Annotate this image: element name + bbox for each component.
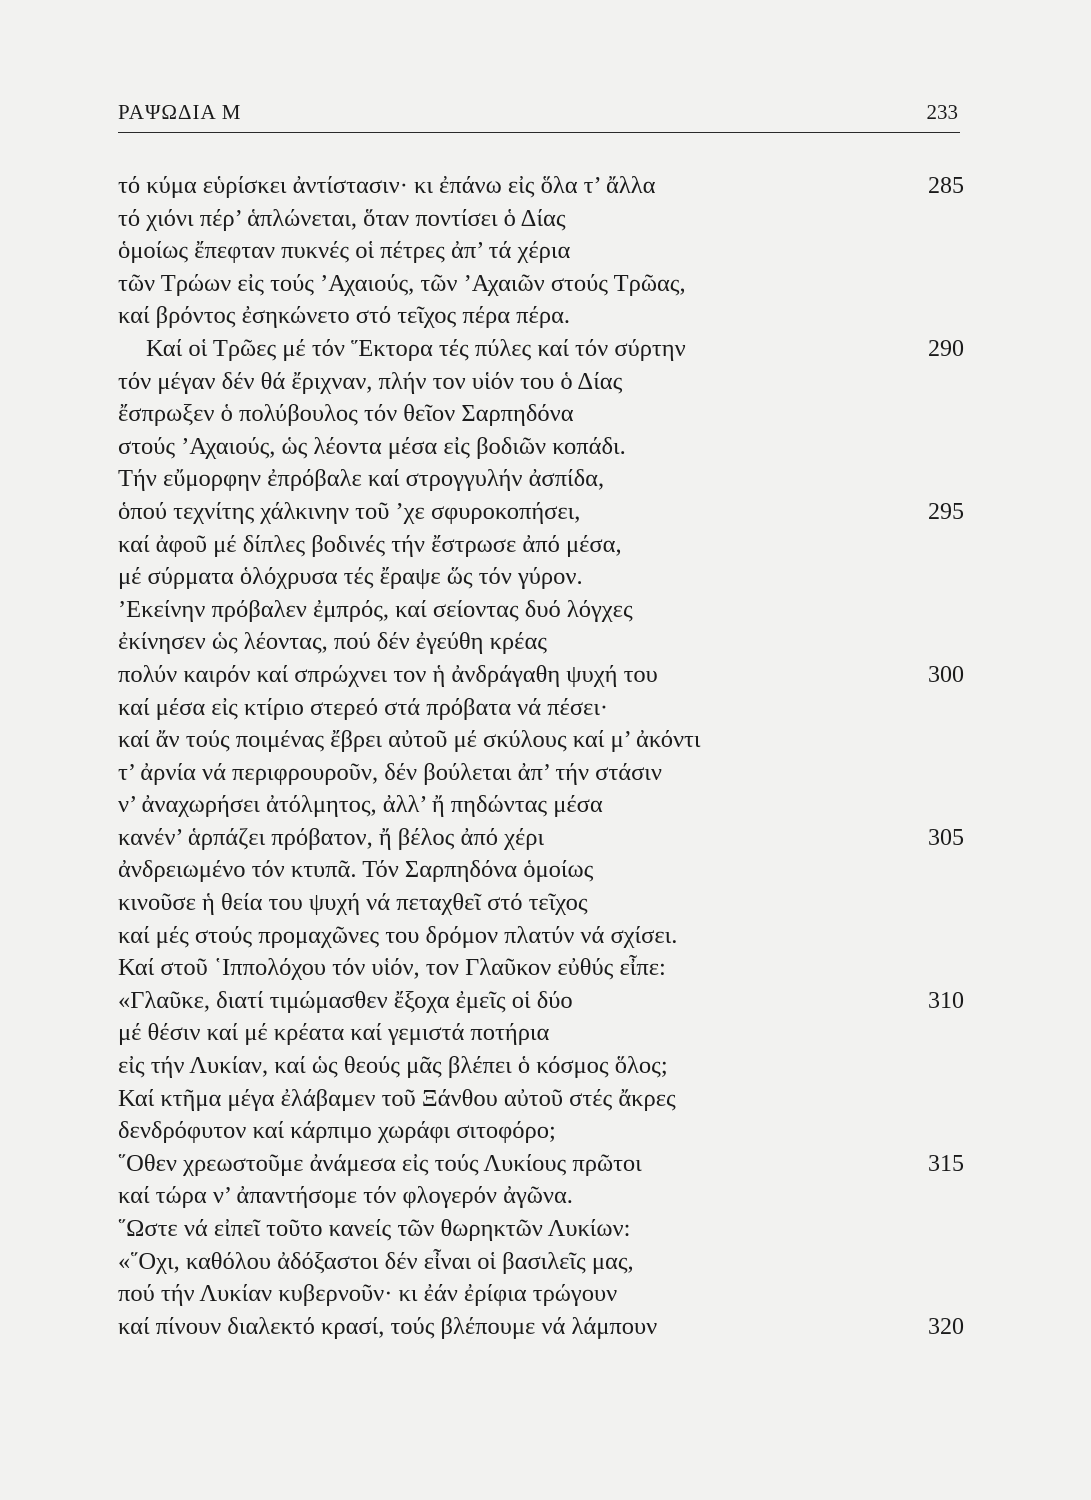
verse-text: κινοῦσε ἡ θεία του ψυχή νά πεταχθεῖ στό τεῖχος [118,889,588,917]
verse-line [118,1213,964,1246]
verse-line [118,1115,964,1148]
verse-text: τ’ ἀρνία νά περιφρουροῦν, δέν βούλεται ἀπ’ τήν στάσιν [118,758,662,786]
verse-text: στούς ’Αχαιούς, ὡς λέοντα μέσα εἰς βοδιῶν κοπάδι. [118,432,626,460]
verse-text: ν’ ἀναχωρήσει ἀτόλμητος, ἀλλ’ ἤ πηδώντας μέσα [118,791,603,819]
verse-text: πού τήν Λυκίαν κυβερνοῦν· κι ἐάν ἐρίφια τρώγουν [118,1280,618,1308]
verse-line [118,789,964,822]
verse-line [118,268,964,301]
line-number: 285 [928,173,964,199]
verse-text: «῞Οχι, καθόλου ἀδόξαστοι δέν εἶναι οἱ βασιλεῖς μας, [118,1247,634,1275]
verse-line [118,1148,964,1181]
verse-line [118,235,964,268]
line-number: 315 [928,1150,964,1177]
verse-text: καί μές στούς προμαχῶνες του δρόμον πλατύν νά σχίσει. [118,921,678,949]
verse-text: ἐκίνησεν ὡς λέοντας, πού δέν ἐγεύθη κρέας [118,628,547,656]
verse-line [118,822,964,855]
verse-line [118,1050,964,1083]
verse-text: τῶν Τρώων εἰς τούς ’Αχαιούς, τῶν ’Αχαιῶν στούς Τρῶας, [118,269,686,297]
line-number: 295 [928,498,964,525]
verse-text: κανέν’ ἁρπάζει πρόβατον, ἤ βέλος ἀπό χέρι [118,823,545,851]
verse-text: τό χιόνι πέρ’ ἁπλώνεται, ὅταν ποντίσει ὁ Δίας [118,204,566,232]
verse-text: καί ἀφοῦ μέ δίπλες βοδινές τήν ἔστρωσε ἀπό μέσα, [118,530,622,558]
verse-line [118,1083,964,1116]
line-number: 290 [928,335,964,362]
verse-text: ἔσπρωξεν ὁ πολύβουλος τόν θεῖον Σαρπηδόνα [118,400,574,428]
verse-text: «Γλαῦκε, διατί τιμώμασθεν ἔξοχα ἐμεῖς οἱ δύο [118,986,573,1014]
verse-line [118,561,964,594]
verse-text: εἰς τήν Λυκίαν, καί ὡς θεούς μᾶς βλέπει ὁ κόσμος ὅλος; [118,1052,668,1080]
verse-line [118,333,964,366]
verse-text: ῞Ωστε νά εἰπεῖ τοῦτο κανείς τῶν θωρηκτῶν Λυκίων: [118,1215,631,1242]
verse-line [118,529,964,562]
verse-text: ’Εκείνην πρόβαλεν ἐμπρός, καί σείοντας δυό λόγχες [118,595,633,623]
verse-text: μέ σύρματα ὁλόχρυσα τές ἔραψε ὥς τόν γύρον. [118,563,583,591]
verse-line [118,1278,964,1311]
verse-text: ὁμοίως ἔπεφταν πυκνές οἱ πέτρες ἀπ’ τά χέρια [118,237,571,265]
verse-line [118,952,964,985]
verse-line [118,659,964,692]
verse-line [118,887,964,920]
verse-lines [118,170,964,1343]
line-number: 300 [928,661,964,688]
verse-text: Τήν εὔμορφην ἐπρόβαλε καί στρογγυλήν ἀσπίδα, [118,465,605,493]
verse-line [118,985,964,1018]
verse-text: καί πίνουν διαλεκτό κρασί, τούς βλέπουμε νά λάμπουν [118,1312,658,1340]
verse-text: τό κύμα εὑρίσκει ἀντίστασιν· κι ἐπάνω εἰς ὅλα τ’ ἄλλα [118,172,656,199]
verse-line [118,1246,964,1279]
verse-line [118,1180,964,1213]
verse-line [118,594,964,627]
verse-text: Καί στοῦ ῾Ιππολόχου τόν υἱόν, τον Γλαῦκον εὐθύς εἶπε: [118,954,666,982]
verse-text: πολύν καιρόν καί σπρώχνει τον ἡ ἀνδράγαθη ψυχή του [118,660,658,688]
page-header [118,96,960,133]
line-number: 320 [928,1313,964,1340]
verse-line [118,431,964,464]
page-number: 233 [926,100,958,124]
verse-text: ὁπού τεχνίτης χάλκινην τοῦ ’χε σφυροκοπήσει, [118,497,581,525]
verse-line [118,463,964,496]
verse-text: καί τώρα ν’ ἀπαντήσομε τόν φλογερόν ἀγῶνα. [118,1182,573,1210]
line-number: 305 [928,824,964,851]
verse-line [118,626,964,659]
verse-text: καί μέσα εἰς κτίριο στερεό στά πρόβατα νά πέσει· [118,693,609,721]
verse-line [118,724,964,757]
running-head: ΡΑΨΩΔΙΑ Μ [118,100,242,124]
verse-line [118,920,964,953]
verse-text: τόν μέγαν δέν θά ἔριχναν, πλήν τον υἱόν του ὁ Δίας [118,367,623,395]
verse-text: δενδρόφυτον καί κάρπιμο χωράφι σιτοφόρο; [118,1117,556,1145]
verse-line [118,300,964,333]
verse-line [118,692,964,725]
verse-line [118,1017,964,1050]
verse-line [118,757,964,790]
verse-text: καί ἄν τούς ποιμένας ἔβρει αὐτοῦ μέ σκύλους καί μ’ ἀκόντι [118,726,701,754]
verse-text: μέ θέσιν καί μέ κρέατα καί γεμιστά ποτήρια [118,1019,550,1047]
verse-line [118,496,964,529]
verse-line [118,1311,964,1344]
verse-line [118,366,964,399]
verse-text: ῞Οθεν χρεωστοῦμε ἀνάμεσα εἰς τούς Λυκίους πρῶτοι [118,1149,642,1177]
verse-line [118,203,964,236]
verse-text: Καί οἱ Τρῶες μέ τόν Ἕκτορα τές πύλες καί τόν σύρτην [146,334,686,362]
verse-text: Καί κτῆμα μέγα ἐλάβαμεν τοῦ Ξάνθου αὐτοῦ στές ἄκρες [118,1084,676,1112]
line-number: 310 [928,987,964,1014]
verse-line [118,170,964,203]
verse-text: ἀνδρειωμένο τόν κτυπᾶ. Τόν Σαρπηδόνα ὁμοίως [118,856,594,884]
verse-text: καί βρόντος ἐσηκώνετο στό τεῖχος πέρα πέρα. [118,302,571,330]
verse-line [118,398,964,431]
verse-line [118,854,964,887]
